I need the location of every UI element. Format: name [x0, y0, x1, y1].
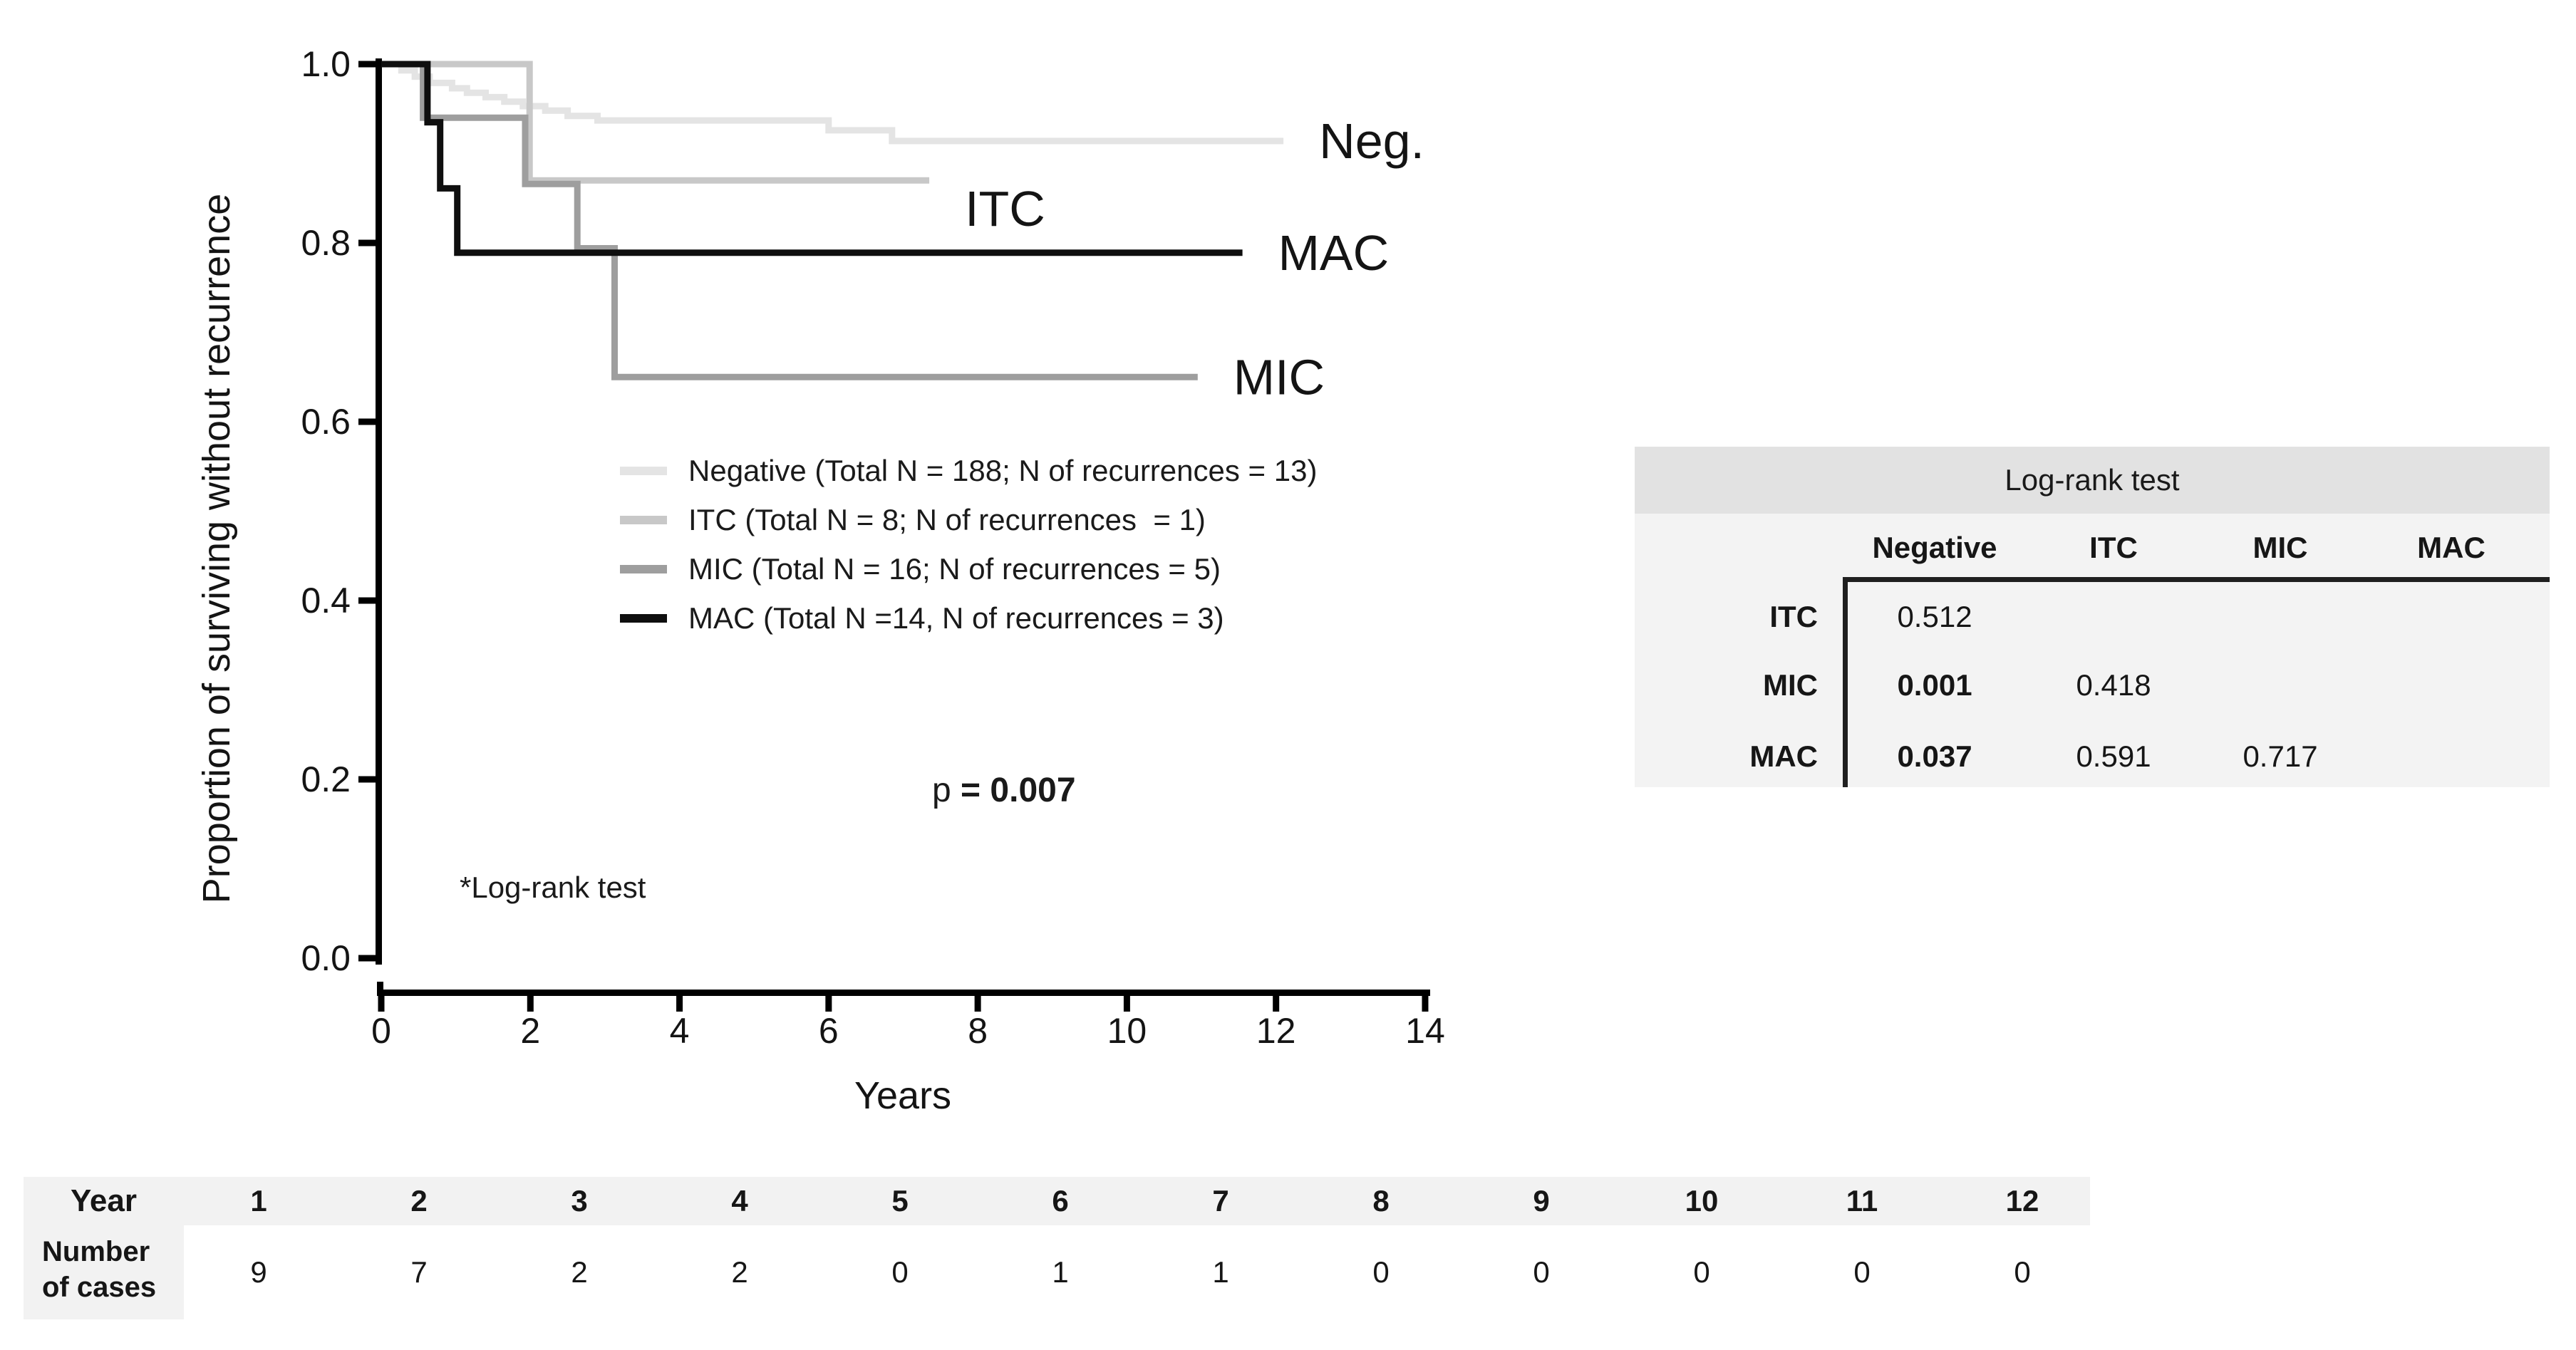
- mac-line-swatch-icon: [620, 614, 667, 623]
- legend-label-mac: MAC (Total N =14, N of recurrences = 3): [688, 601, 1224, 635]
- y-tick-label: 0.8: [301, 223, 351, 263]
- cases-row-label: [42, 1234, 156, 1305]
- logrank-col-header-mic: MIC: [2252, 531, 2308, 564]
- x-axis-tick: [825, 993, 832, 1012]
- y-axis-tick: [358, 240, 381, 246]
- cases-count-year-7: 1: [1212, 1255, 1229, 1289]
- x-axis-line: [377, 990, 1430, 996]
- cases-year-11: 11: [1846, 1184, 1878, 1217]
- y-tick-label: 0.6: [301, 402, 351, 442]
- curve-end-label-negative: Neg.: [1319, 113, 1425, 169]
- logrank-col-header-mac: MAC: [2417, 531, 2486, 564]
- cases-count-year-6: 1: [1052, 1255, 1069, 1289]
- logrank-cell-mac-itc: 0.591: [2076, 739, 2151, 773]
- y-axis-tick: [358, 777, 381, 783]
- cases-year-9: 9: [1533, 1184, 1550, 1217]
- p-value-prefix: p: [932, 772, 951, 809]
- cases-year-5: 5: [891, 1184, 909, 1217]
- x-tick-label: 0: [371, 1011, 391, 1051]
- x-tick-label: 10: [1107, 1011, 1147, 1051]
- logrank-footnote: *Log-rank test: [460, 871, 646, 904]
- cases-row-label-line2: of cases: [42, 1272, 157, 1303]
- x-tick-label: 14: [1405, 1011, 1445, 1051]
- x-axis-end-cap: [377, 982, 383, 992]
- cases-count-year-10: 0: [1693, 1255, 1710, 1289]
- y-axis-tick: [358, 419, 381, 425]
- y-axis-tick: [358, 955, 381, 962]
- x-tick-label: 8: [968, 1011, 988, 1051]
- curve-end-label-mic: MIC: [1233, 349, 1325, 405]
- y-axis-title: Proportion of surviving without recurrence: [195, 193, 238, 904]
- negative-line-swatch-icon: [620, 467, 667, 475]
- cases-year-12: 12: [2005, 1184, 2039, 1217]
- cases-count-year-4: 2: [731, 1255, 748, 1289]
- legend-label-itc: ITC (Total N = 8; N of recurrences = 1): [688, 502, 1206, 536]
- cases-year-3: 3: [571, 1184, 588, 1217]
- logrank-cell-mic-negative: 0.001: [1897, 668, 1972, 702]
- x-tick-label: 12: [1256, 1011, 1296, 1051]
- y-tick-label: 1.0: [301, 44, 351, 84]
- y-tick-label: 0.0: [301, 938, 351, 978]
- cases-count-year-5: 0: [891, 1255, 909, 1289]
- legend-row-mic: [620, 544, 1317, 593]
- logrank-cell-itc-negative: 0.512: [1897, 600, 1972, 633]
- y-tick-label: 0.4: [301, 581, 351, 621]
- legend-label-mic: MIC (Total N = 16; N of recurrences = 5): [688, 551, 1221, 586]
- logrank-table-title: Log-rank test: [1635, 447, 2550, 514]
- x-axis-tick: [676, 993, 683, 1012]
- cases-count-year-8: 0: [1372, 1255, 1390, 1289]
- y-axis-tick: [358, 598, 381, 604]
- legend-row-mac: [620, 593, 1317, 643]
- legend-row-itc: [620, 495, 1317, 544]
- mic-line-swatch-icon: [620, 565, 667, 573]
- logrank-label-divider: [1843, 577, 1848, 787]
- cases-count-year-1: 9: [250, 1255, 267, 1289]
- logrank-col-header-negative: Negative: [1872, 531, 1997, 564]
- cases-count-year-9: 0: [1533, 1255, 1550, 1289]
- x-axis-tick: [527, 993, 534, 1012]
- p-value-annotation: [932, 771, 1076, 810]
- cases-row-label-line1: Number: [42, 1236, 150, 1267]
- logrank-header-divider: [1843, 577, 2550, 582]
- cases-year-4: 4: [731, 1184, 748, 1217]
- cases-count-year-3: 2: [571, 1255, 588, 1289]
- x-tick-label: 2: [520, 1011, 541, 1051]
- logrank-cell-mac-mic: 0.717: [2243, 739, 2318, 773]
- logrank-table: [1635, 447, 2550, 787]
- logrank-cell-mac-negative: 0.037: [1897, 739, 1972, 773]
- y-tick-label: 0.2: [301, 759, 351, 799]
- survival-curve-negative: [381, 64, 1283, 141]
- cases-count-year-11: 0: [1853, 1255, 1871, 1289]
- legend: [620, 446, 1317, 643]
- survival-curve-mac: [381, 64, 1243, 253]
- cases-count-year-2: 7: [410, 1255, 428, 1289]
- curve-end-label-itc: ITC: [965, 181, 1045, 237]
- cases-year-10: 10: [1685, 1184, 1719, 1217]
- y-axis-tick: [358, 61, 381, 68]
- logrank-row-label-mic: MIC: [1763, 668, 1818, 702]
- survival-curve-mic: [381, 64, 1198, 377]
- logrank-col-header-itc: ITC: [2089, 531, 2138, 564]
- x-axis-title: Years: [854, 1074, 952, 1117]
- logrank-cell-mic-itc: 0.418: [2076, 668, 2151, 702]
- cases-year-header: Year: [71, 1183, 137, 1218]
- x-axis-tick: [378, 993, 385, 1012]
- cases-year-6: 6: [1052, 1184, 1069, 1217]
- x-axis-tick: [1422, 993, 1428, 1012]
- legend-label-negative: Negative (Total N = 188; N of recurrences = 13): [688, 453, 1318, 487]
- x-tick-label: 4: [669, 1011, 690, 1051]
- cases-year-1: 1: [250, 1184, 267, 1217]
- x-tick-label: 6: [818, 1011, 839, 1051]
- x-axis-tick: [1124, 993, 1130, 1012]
- curve-end-label-mac: MAC: [1278, 224, 1390, 281]
- logrank-row-label-mac: MAC: [1749, 739, 1818, 773]
- cases-year-7: 7: [1212, 1184, 1229, 1217]
- y-axis-line: [376, 58, 382, 965]
- x-axis-tick: [975, 993, 981, 1012]
- p-value-number: = 0.007: [951, 772, 1076, 809]
- cases-table: [24, 1177, 2090, 1319]
- logrank-row-label-itc: ITC: [1769, 600, 1818, 633]
- cases-year-8: 8: [1372, 1184, 1390, 1217]
- itc-line-swatch-icon: [620, 516, 667, 524]
- legend-row-negative: [620, 446, 1317, 495]
- cases-count-year-12: 0: [2014, 1255, 2031, 1289]
- x-axis-tick: [1273, 993, 1279, 1012]
- cases-year-2: 2: [410, 1184, 428, 1217]
